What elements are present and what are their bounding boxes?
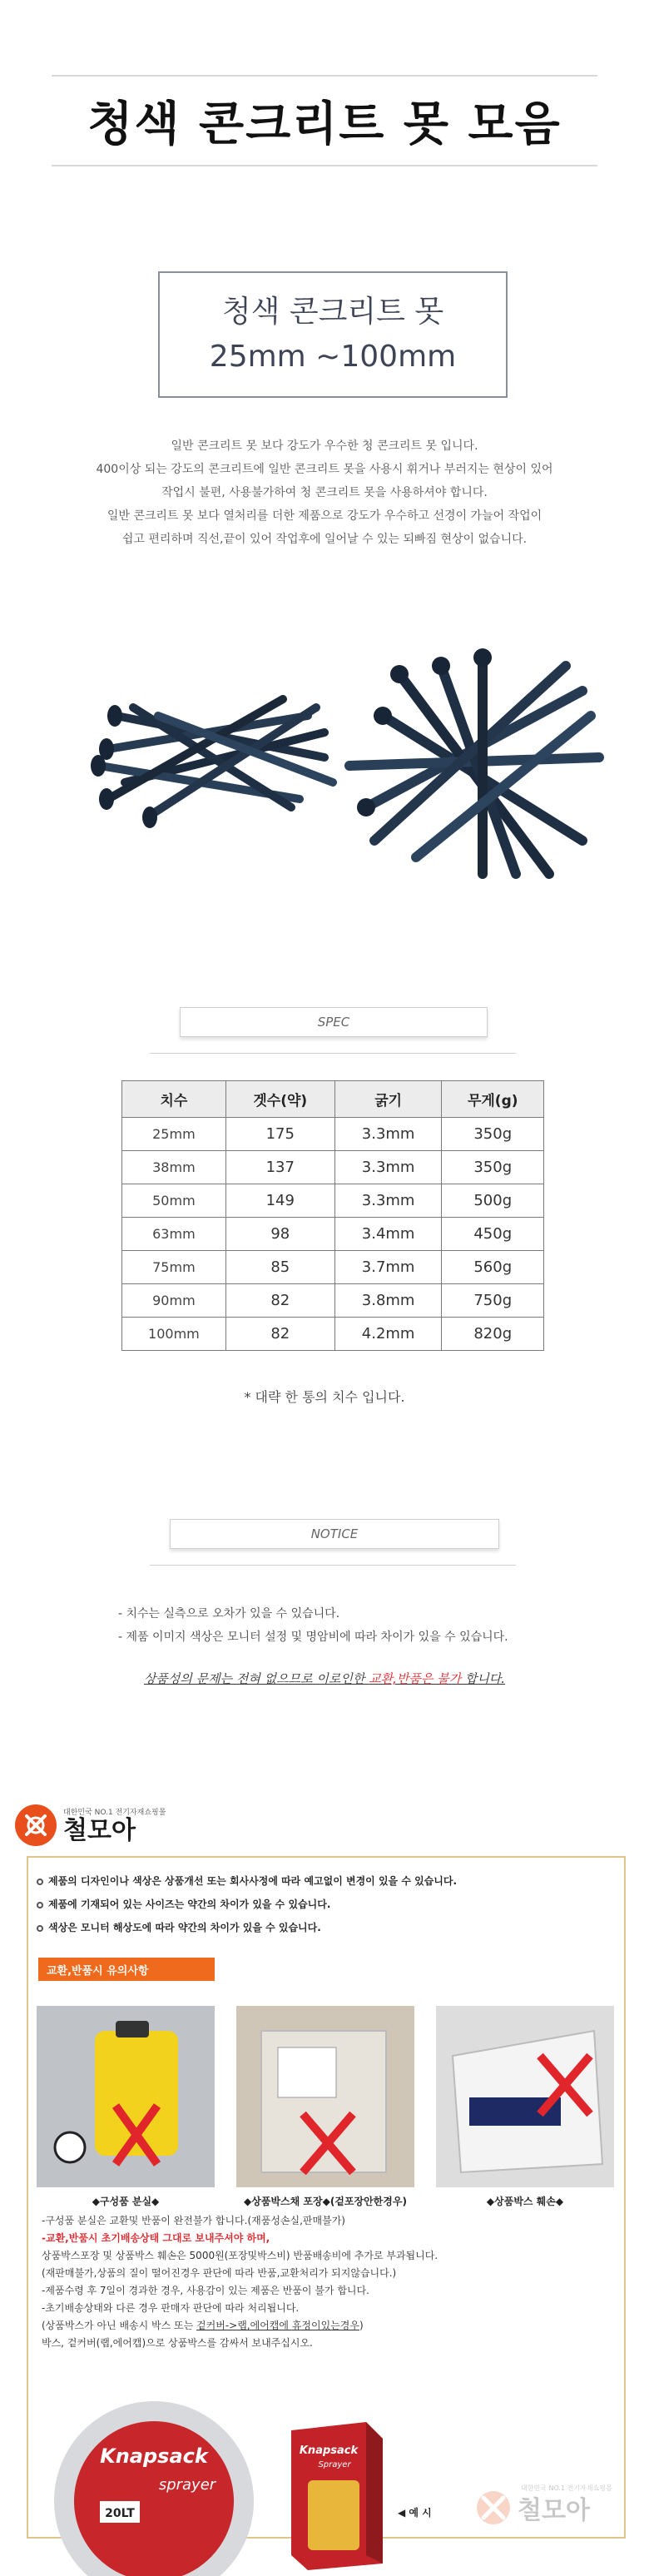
count-cell: 98 [225,1218,334,1251]
size-cell: 25mm [122,1118,226,1151]
rule-line: 박스, 겉커버(랩,에어캡)으로 상품박스를 감싸서 보내주십시오. [42,2337,313,2349]
notice-item: - 제품 이미지 색상은 모니터 설정 및 명암비에 따라 차이가 있을 수 있습니다. [118,1630,508,1644]
thumb-caption: ◆상품박스채 포장◆(겉포장안한경우) [244,2196,407,2207]
nail-pile-large [349,648,599,874]
spec-col-size: 치수 [122,1081,226,1118]
size-cell: 90mm [122,1284,226,1318]
count-cell: 175 [225,1118,334,1151]
list-item: 제품의 디자인이나 색상은 상품개선 또는 회사사정에 따라 예고없이 변경이 있을 수 있습니다. [37,1869,457,1893]
rule-line: (상품박스가 아닌 배송시 박스 또는 겉커버->랩,에어캡에 휴정이있는경우) [42,2320,364,2331]
count-cell: 82 [225,1318,334,1351]
svg-text:Sprayer: Sprayer [318,2460,351,2469]
footer-brand-tagline: 대한민국 NO.1 전기자재쇼핑몰 [521,2484,612,2492]
thickness-cell: 4.2mm [334,1318,442,1351]
count-cell: 85 [225,1251,334,1284]
weight-cell: 820g [442,1318,544,1351]
count-cell: 137 [225,1151,334,1184]
product-name-box [158,271,508,398]
list-item: 제품에 기재되어 있는 사이즈는 약간의 차이가 있을 수 있습니다. [37,1893,457,1916]
spec-note: * 대략 한 통의 치수 입니다. [244,1389,405,1405]
intro-line: 일반 콘크리트 못 보다 열처리를 더한 제품으로 강도가 우수하고 선경이 가늘어 작업이 [107,509,542,523]
exchange-rules [42,2212,607,2352]
intro-line: 쉽고 편리하며 직선,끝이 있어 작업후에 일어날 수 있는 되빠짐 현상이 없습니다. [121,533,528,546]
thickness-cell: 3.3mm [334,1151,442,1184]
unwrapped-box-photo [236,2006,414,2187]
spec-col-thickness: 굵기 [334,1081,442,1118]
notice-list [118,1602,508,1649]
spec-divider [150,1053,516,1054]
spec-section-label: SPEC [180,1007,488,1037]
rule-line: (재판매불가,상품의 질이 떨어진경우 판단에 따라 반품,교환처리가 되지않습니다.) [42,2267,397,2279]
thickness-cell: 3.4mm [334,1218,442,1251]
notice-item: - 치수는 실측으로 오차가 있을 수 있습니다. [118,1607,340,1621]
thumb-caption: ◆구성품 분실◆ [92,2196,160,2207]
no-return-suffix: 합니다. [461,1671,506,1686]
svg-text:20LT: 20LT [105,2507,135,2520]
table-row [122,1118,544,1151]
nails-photo [50,591,616,907]
table-row [122,1251,544,1284]
footer-wrench-icon [474,2489,513,2527]
weight-cell: 350g [442,1118,544,1151]
spec-header-row [122,1081,544,1118]
exchange-caution-tag: 교환,반품시 유의사항 [38,1958,215,1981]
thickness-cell: 3.7mm [334,1251,442,1284]
footer-brand [474,2484,612,2527]
size-cell: 100mm [122,1318,226,1351]
count-cell: 82 [225,1284,334,1318]
thickness-cell: 3.3mm [334,1184,442,1218]
bullet-icon [37,1902,43,1908]
rule-line: -제품수령 후 7일이 경과한 경우, 사용감이 있는 제품은 반품이 불가 합니다. [42,2285,369,2296]
notice-section-label: NOTICE [170,1519,499,1549]
list-item: 색상은 모니터 해상도에 따라 약간의 차이가 있을 수 있습니다. [37,1916,457,1939]
weight-cell: 560g [442,1251,544,1284]
no-return-prefix: 상품성의 문제는 전혀 없으므로 이로인한 [143,1671,369,1686]
svg-text:sprayer: sprayer [158,2476,216,2494]
notice-divider [150,1565,516,1566]
spec-table [121,1080,544,1351]
no-return-notice [0,1670,649,1687]
footer-brand-name: 철모아 [518,2496,590,2525]
table-row [122,1318,544,1351]
table-row [122,1218,544,1251]
no-return-highlight: 교환,반품은 불가 [369,1671,462,1686]
intro-line: 일반 콘크리트 못 보다 강도가 우수한 청 콘크리트 못 입니다. [171,439,478,453]
rule-line: -초기배송상태와 다른 경우 판매자 판단에 따라 처리됩니다. [42,2302,300,2314]
table-row [122,1184,544,1218]
svg-text:Knapsack: Knapsack [299,2444,359,2457]
brand-name: 철모아 [63,1815,136,1845]
damaged-box-photo [436,2006,614,2187]
rule-line-highlight: -교환,반품시 초기배송상태 그대로 보내주셔야 하며, [42,2232,270,2244]
rule-line: -구성품 분실은 교환및 반품이 완전불가 합니다.(재품성손실,판매불가) [42,2215,345,2226]
size-cell: 38mm [122,1151,226,1184]
title-section [52,75,597,166]
spec-col-count: 겟수(약) [225,1081,334,1118]
size-cell: 50mm [122,1184,226,1218]
count-cell: 149 [225,1184,334,1218]
missing-parts-photo [37,2006,215,2187]
nail-pile-small [91,699,333,828]
sprayer-box-photo [283,2414,391,2572]
thickness-cell: 3.3mm [334,1118,442,1151]
rule-line: 상품박스포장 및 상품박스 훼손은 5000원(포장및박스비) 반품배송비에 추가로 부과됩니다. [42,2250,438,2261]
size-cell: 75mm [122,1251,226,1284]
wrench-hammer-icon [15,1804,57,1846]
general-notices [37,1869,457,1939]
bullet-icon [37,1879,43,1885]
bullet-icon [37,1925,43,1932]
sprayer-tank-photo [50,2393,258,2576]
size-cell: 63mm [122,1218,226,1251]
exchange-info-panel [8,1781,641,2576]
svg-text:Knapsack: Knapsack [100,2444,208,2468]
intro-line: 400이상 되는 강도의 콘크리트에 일반 콘크리트 못을 사용시 휘거나 부러지는 현상이 있어 [96,463,553,476]
spec-col-weight: 무게(g) [442,1081,544,1118]
table-row [122,1151,544,1184]
product-name: 청색 콘크리트 못 [221,295,444,329]
weight-cell: 350g [442,1151,544,1184]
table-row [122,1284,544,1318]
product-size-range: 25mm ~100mm [209,340,457,374]
weight-cell: 500g [442,1184,544,1218]
weight-cell: 450g [442,1218,544,1251]
intro-line: 작업시 불편, 사용불가하여 청 콘크리트 못을 사용하셔야 합니다. [161,486,488,499]
page-title: 청색 콘크리트 못 모음 [87,97,562,151]
brand-tagline: 대한민국 NO.1 전기자재쇼핑몰 [63,1808,166,1817]
thumb-caption: ◆상품박스 훼손◆ [486,2196,564,2207]
product-intro [50,434,599,551]
weight-cell: 750g [442,1284,544,1318]
thickness-cell: 3.8mm [334,1284,442,1318]
title-divider-bottom [52,165,597,166]
brand-header [15,1804,166,1846]
example-label: ◀ 예 시 [398,2507,432,2519]
